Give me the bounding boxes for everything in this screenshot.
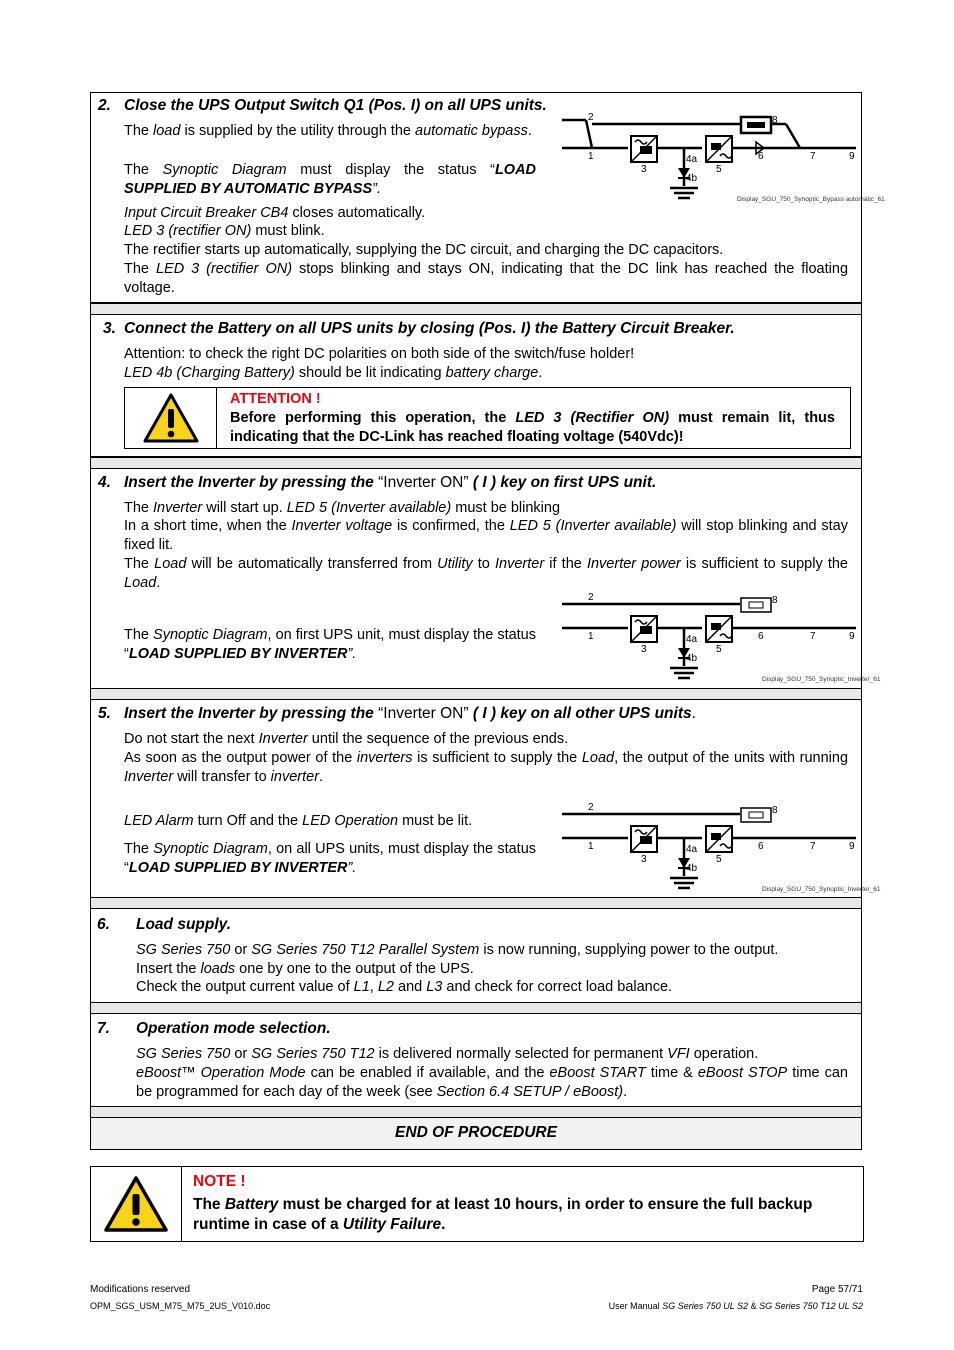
step-4-text-voltage: In a short time, when the Inverter voltage is confirmed, the LED 5 (Inverter available) will stop blinking and stay fixed lit. xyxy=(124,518,848,553)
step-4-text-transfer: The Load will be automatically transferred from Utility to Inverter if the Inverter power is sufficient to supply the Load. xyxy=(124,556,848,591)
step-5-number: 5. xyxy=(98,705,111,722)
footer-page-number: Page 57/71 xyxy=(811,1284,863,1295)
diagram-label-4a: 4a xyxy=(686,154,698,165)
synoptic-diagram-inverter-all xyxy=(560,800,860,896)
step-7-text-eboost: eBoost™ Operation Mode can be enabled if available, and the eBoost START time & eBoost STOP time can be programmed for each day of the week (see Section 6.4 SETUP / eBoost). xyxy=(136,1065,848,1100)
diagram-label-3: 3 xyxy=(641,164,647,175)
diagram-label-4b: 4b xyxy=(686,863,698,874)
diagram-label-2: 2 xyxy=(588,802,594,813)
step-6-number: 6. xyxy=(97,916,110,933)
diagram-label-6: 6 xyxy=(758,841,764,852)
diagram-label-4a: 4a xyxy=(686,634,698,645)
step-5-text-transfer: As soon as the output power of the inverters is sufficient to supply the Load, the output of the units with running Inverter will transfer to inverter. xyxy=(124,750,849,785)
step-5-text-next: Do not start the next Inverter until the sequence of the previous ends. xyxy=(124,731,569,747)
step-7-title: Operation mode selection. xyxy=(136,1020,331,1037)
synoptic-diagram-inverter-first xyxy=(560,590,860,686)
attention-title: ATTENTION ! xyxy=(230,391,321,407)
step-2-text-floating: The LED 3 (rectifier ON) stops blinking and stays ON, indicating that the DC link has reached the floating voltage. xyxy=(124,261,849,296)
step-4-title: Insert the Inverter by pressing the “Inverter ON” ( I ) key on first UPS unit. xyxy=(124,474,657,491)
note-title: NOTE ! xyxy=(193,1173,246,1190)
diagram-label-9: 9 xyxy=(849,151,855,162)
step-4-text-status: The Synoptic Diagram, on first UPS unit, must display the status “LOAD SUPPLIED BY INVERTER”. xyxy=(124,627,537,662)
diagram-label-7: 7 xyxy=(810,151,816,162)
diagram-label-7: 7 xyxy=(810,631,816,642)
diagram-label-3: 3 xyxy=(641,854,647,865)
step-7-number: 7. xyxy=(97,1020,110,1037)
attention-icon-cell xyxy=(125,388,217,448)
footer-modifications: Modifications reserved xyxy=(90,1284,191,1295)
diagram-label-4b: 4b xyxy=(686,653,698,664)
step-6-title: Load supply. xyxy=(136,916,232,933)
step-2-text-led3: LED 3 (rectifier ON) must blink. xyxy=(124,223,325,239)
step-5-text-led: LED Alarm turn Off and the LED Operation must be lit. xyxy=(124,813,473,829)
footer-doc-name: OPM_SGS_USM_M75_M75_2US_V010.doc xyxy=(90,1301,271,1311)
warning-icon xyxy=(142,392,200,444)
end-of-procedure-label: END OF PROCEDURE xyxy=(395,1124,557,1141)
step-2-text-rectifier: The rectifier starts up automatically, supplying the DC circuit, and charging the DC capacitors. xyxy=(124,242,724,258)
note-icon-cell xyxy=(91,1167,182,1241)
attention-text: Before performing this operation, the LED 3 (Rectifier ON) must remain lit, thus indicating that the DC-Link has reached floating voltage (540Vdc)! xyxy=(230,410,835,445)
diagram-caption-bypass: Display_SGU_750_Synoptic_Bypass automatic_61 xyxy=(737,196,885,203)
diagram-label-1: 1 xyxy=(588,841,594,852)
diagram-label-8: 8 xyxy=(772,595,778,606)
diagram-label-8: 8 xyxy=(772,115,778,126)
footer-manual-title: User Manual SG Series 750 UL S2 & SG Series 750 T12 UL S2 xyxy=(608,1301,863,1311)
step-3-number: 3. xyxy=(103,320,116,337)
diagram-caption-inverter-all: Display_SGU_750_Synoptic_Inverter_61 xyxy=(762,886,881,893)
diagram-label-5: 5 xyxy=(716,644,722,655)
step-2-text-load: The load is supplied by the utility through the automatic bypass. xyxy=(124,123,532,139)
diagram-label-6: 6 xyxy=(758,631,764,642)
step-6-text-balance: Check the output current value of L1, L2 and L3 and check for correct load balance. xyxy=(136,979,673,995)
step-4-number: 4. xyxy=(98,474,111,491)
diagram-label-3: 3 xyxy=(641,644,647,655)
synoptic-diagram-bypass xyxy=(560,110,860,206)
diagram-label-7: 7 xyxy=(810,841,816,852)
note-text: The Battery must be charged for at least 10 hours, in order to ensure the full backup runtime in case of a Utility Failure. xyxy=(193,1196,813,1233)
diagram-label-4a: 4a xyxy=(686,844,698,855)
step-5-text-status: The Synoptic Diagram, on all UPS units, must display the status “LOAD SUPPLIED BY INVERTER”. xyxy=(124,841,537,876)
step-5-title: Insert the Inverter by pressing the “Inverter ON” ( I ) key on all other UPS units. xyxy=(124,705,696,722)
step-7-text-vfi: SG Series 750 or SG Series 750 T12 is delivered normally selected for permanent VFI operation. xyxy=(136,1046,759,1062)
diagram-label-2: 2 xyxy=(588,592,594,603)
step-3-title: Connect the Battery on all UPS units by closing (Pos. I) the Battery Circuit Breaker. xyxy=(124,320,735,337)
diagram-label-8: 8 xyxy=(772,805,778,816)
diagram-label-4b: 4b xyxy=(686,173,698,184)
diagram-label-1: 1 xyxy=(588,631,594,642)
diagram-label-1: 1 xyxy=(588,151,594,162)
diagram-label-9: 9 xyxy=(849,841,855,852)
diagram-label-2: 2 xyxy=(588,112,594,123)
step-6-text-running: SG Series 750 or SG Series 750 T12 Parallel System is now running, supplying power to the output. xyxy=(136,942,779,958)
diagram-label-5: 5 xyxy=(716,854,722,865)
step-3-text-led4b: LED 4b (Charging Battery) should be lit indicating battery charge. xyxy=(124,365,543,381)
diagram-label-6: 6 xyxy=(758,151,764,162)
step-2-text-cb4: Input Circuit Breaker CB4 closes automatically. xyxy=(124,205,426,221)
step-4-text-startup: The Inverter will start up. LED 5 (Inverter available) must be blinking xyxy=(124,500,561,516)
step-3-text-polarities: Attention: to check the right DC polarities on both side of the switch/fuse holder! xyxy=(124,346,635,362)
warning-icon xyxy=(103,1175,169,1233)
step-2-number: 2. xyxy=(98,97,111,114)
step-6-text-loads: Insert the loads one by one to the output of the UPS. xyxy=(136,961,474,977)
step-2-text-status: The Synoptic Diagram must display the status “LOAD SUPPLIED BY AUTOMATIC BYPASS”. xyxy=(124,162,537,197)
diagram-label-5: 5 xyxy=(716,164,722,175)
step-2-title: Close the UPS Output Switch Q1 (Pos. I) on all UPS units. xyxy=(124,97,547,114)
diagram-label-9: 9 xyxy=(849,631,855,642)
diagram-caption-inverter-first: Display_SGU_750_Synoptic_Inverter_61 xyxy=(762,676,881,683)
